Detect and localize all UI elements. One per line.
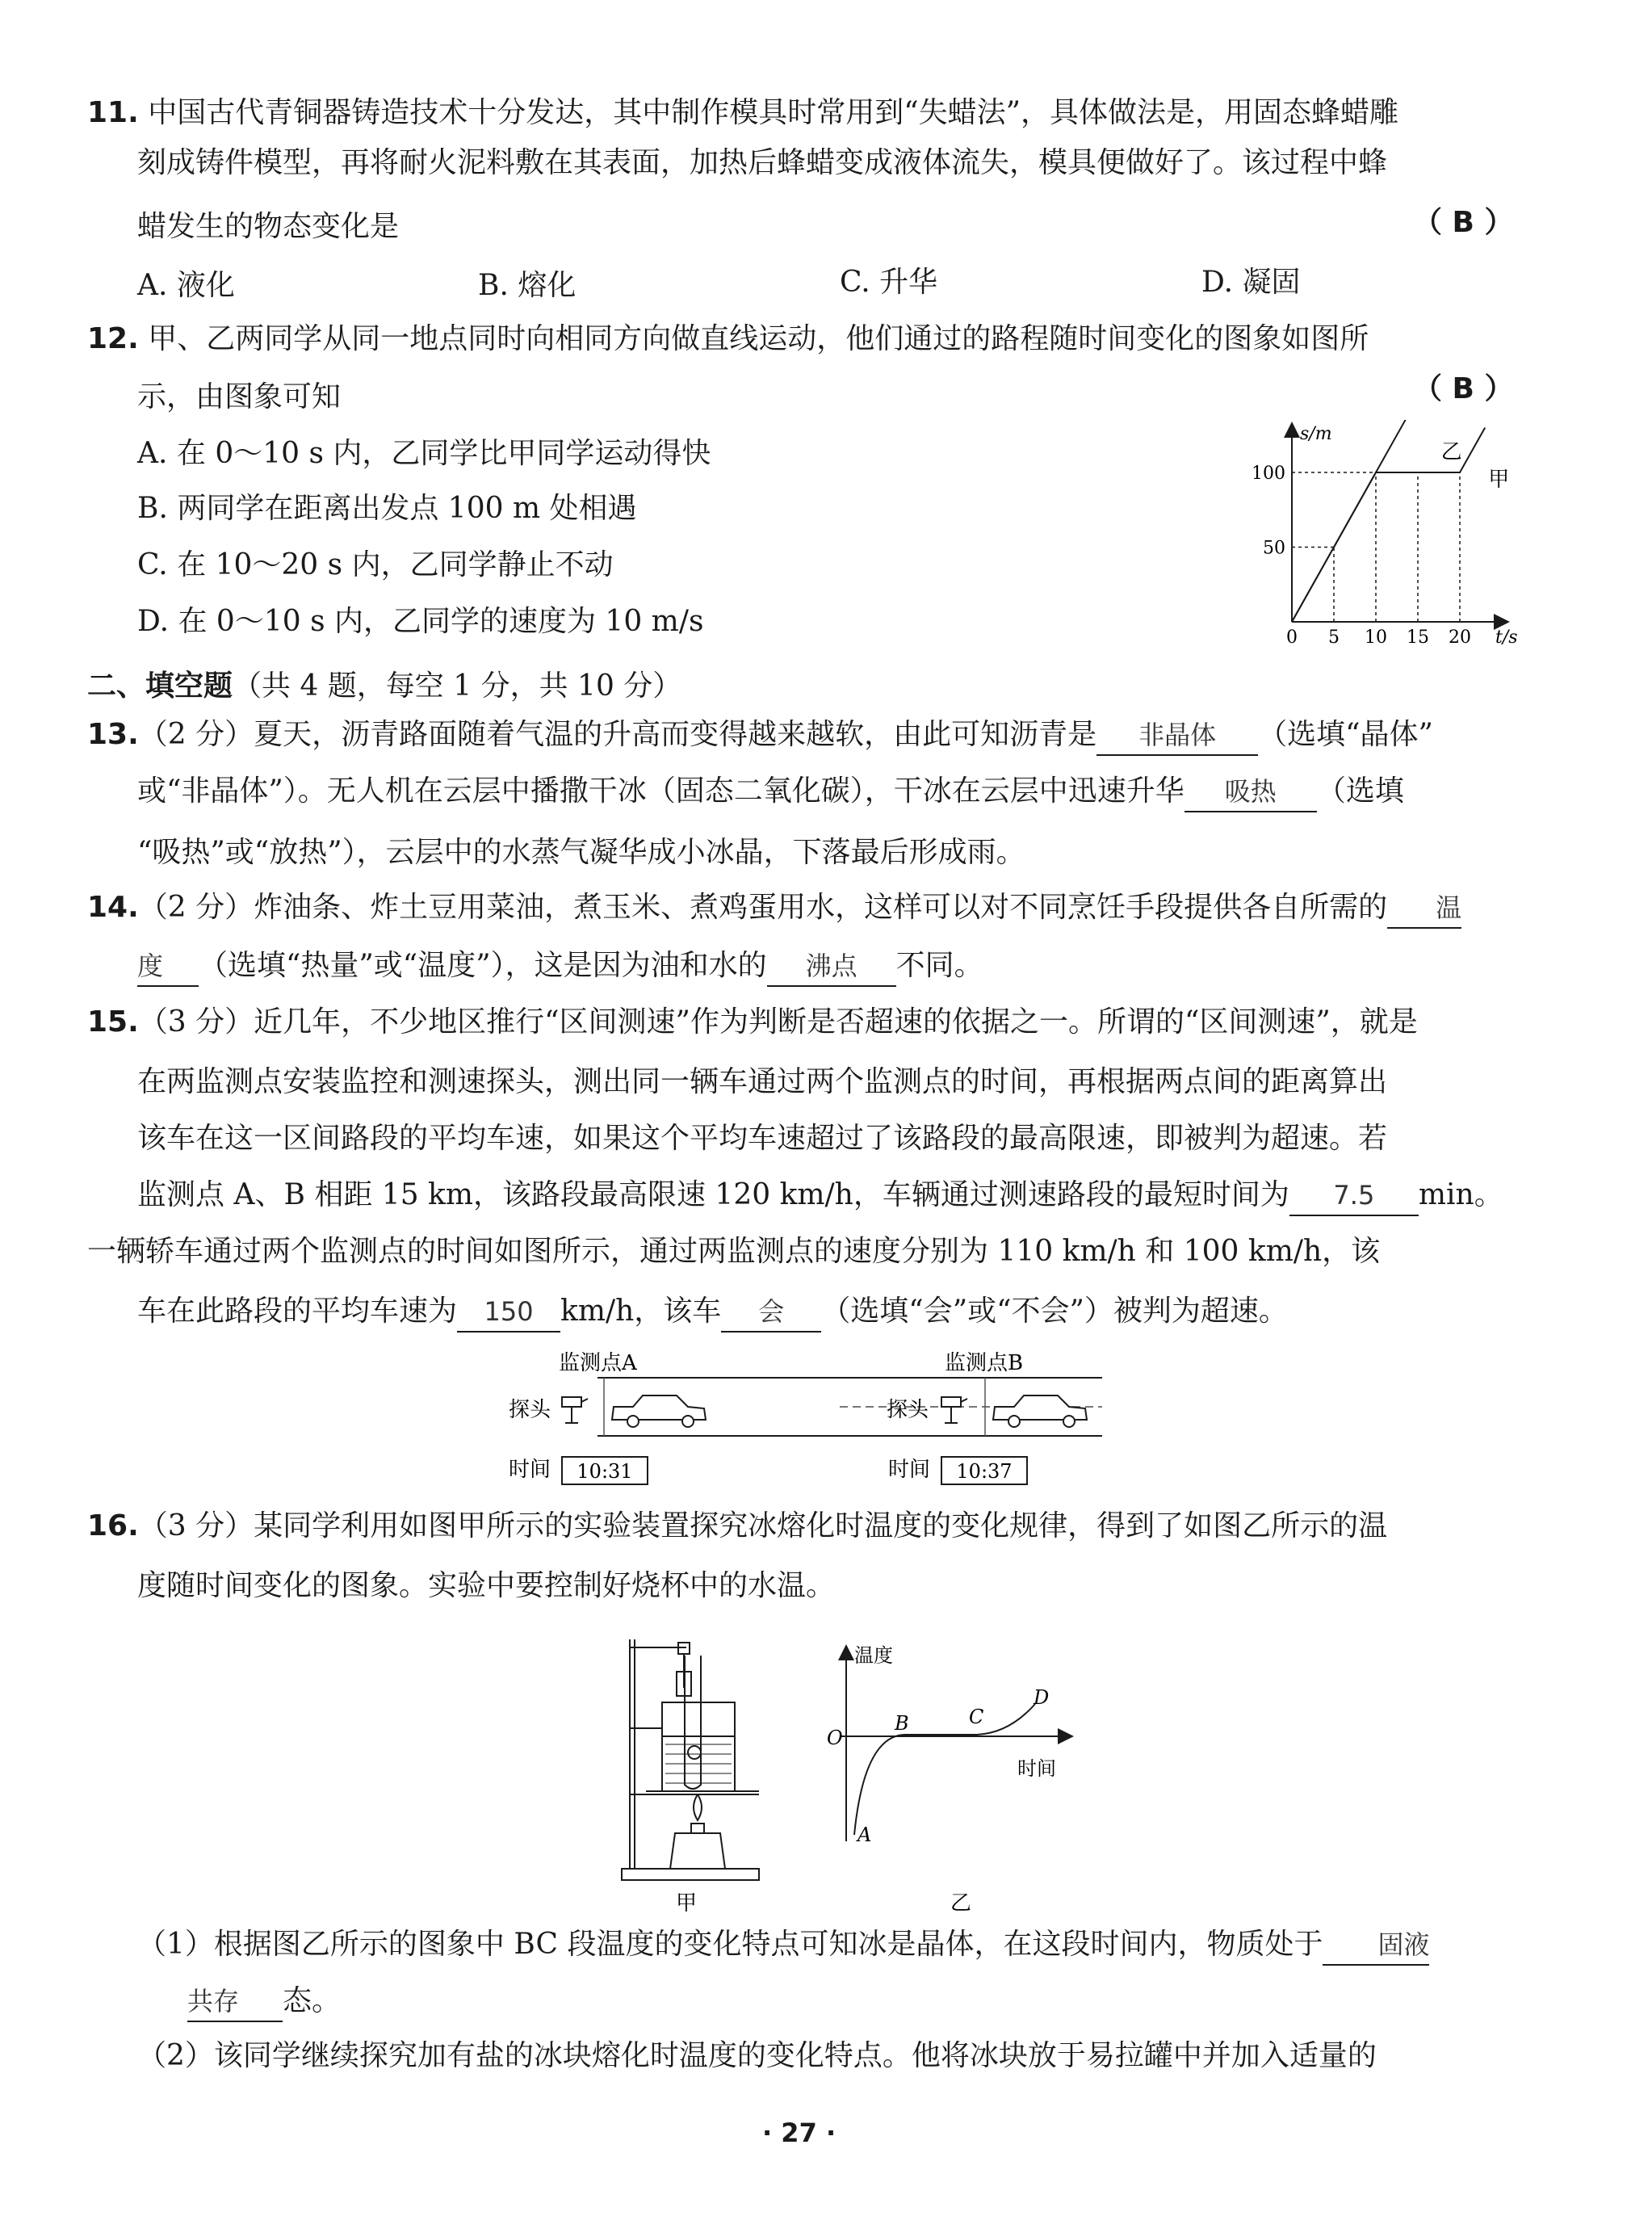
q11-option-c: C. 升华	[840, 266, 938, 299]
q13-line2: 或“非晶体”）。无人机在云层中播撒干冰（固态二氧化碳），干冰在云层中迅速升华 吸热 （选填	[137, 772, 1404, 812]
temp-point-b: B	[895, 1712, 909, 1735]
probe-a-label: 探头	[509, 1398, 551, 1422]
q15-line1: 15.（3 分）近几年，不少地区推行“区间测速”作为判断是否超速的依据之一。所谓的“区间测速”，就是	[87, 1005, 1418, 1039]
time-b-label: 时间	[888, 1458, 931, 1482]
st-x-tick-label: 0	[1286, 627, 1298, 646]
q11-option-b: B. 熔化	[478, 269, 577, 302]
q15-line4: 监测点 A、B 相距 15 km，该路段最高限速 120 km/h，车辆通过测速路段的最短时间为 7.5 min。	[137, 1176, 1503, 1216]
q13-line1: 13.（2 分）夏天，沥青路面随着气温的升高而变得越来越软，由此可知沥青是 非晶体 （选填“晶体”	[87, 716, 1433, 756]
melting-experiment-figure	[597, 1623, 1098, 1922]
temp-x-label: 时间	[1017, 1757, 1056, 1780]
st-y-axis-label: s/m	[1300, 424, 1332, 444]
q15-line5: 一辆轿车通过两个监测点的时间如图所示，通过两监测点的速度分别为 110 km/h 和 100 km/h，该	[87, 1235, 1381, 1268]
beaker-water-hatch	[665, 1744, 732, 1783]
q14-blank-1b[interactable]: 度	[137, 946, 199, 987]
temp-origin-label: O	[827, 1727, 843, 1749]
q16-blank-1b[interactable]: 共存	[187, 1982, 283, 2022]
q12-option-b: B. 两同学在距离出发点 100 m 处相遇	[137, 492, 637, 525]
melting-apparatus	[622, 1639, 759, 1880]
temp-point-c: C	[969, 1706, 984, 1728]
q15-blank-3[interactable]: 会	[721, 1292, 821, 1333]
caption-yi: 乙	[950, 1891, 972, 1916]
q12-option-a: A. 在 0～10 s 内，乙同学比甲同学运动得快	[137, 437, 711, 470]
q14-line2: 度 （选填“热量”或“温度”），这是因为油和水的 沸点 不同。	[137, 946, 983, 987]
checkpoint-a-label: 监测点A	[559, 1351, 637, 1375]
time-b-value: 10:37	[956, 1460, 1013, 1483]
temp-point-d: D	[1034, 1686, 1050, 1709]
camera-b-icon	[941, 1397, 967, 1423]
q14-blank-2[interactable]: 沸点	[767, 946, 896, 987]
camera-a-icon	[562, 1397, 588, 1423]
car-a-icon	[612, 1395, 706, 1427]
q11-option-d: D. 凝固	[1201, 266, 1301, 299]
q15-blank-1[interactable]: 7.5	[1289, 1176, 1419, 1216]
time-a-value: 10:31	[577, 1460, 633, 1483]
q16-line2: 度随时间变化的图象。实验中要控制好烧杯中的水温。	[137, 1569, 836, 1602]
time-a-label: 时间	[509, 1458, 551, 1482]
temp-curve	[854, 1704, 1035, 1835]
speed-check-figure	[501, 1349, 1114, 1494]
caption-jia: 甲	[675, 1891, 698, 1916]
temp-point-a: A	[857, 1824, 872, 1846]
q15-line3: 该车在这一区间路段的平均车速，如果这个平均车速超过了该路段的最高限速，即被判为超速。若	[137, 1122, 1388, 1155]
q11-answer: （ B ）	[1413, 206, 1514, 239]
q12-line1: 12. 甲、乙两同学从同一地点同时向相同方向做直线运动，他们通过的路程随时间变化的图象如图所	[87, 322, 1369, 355]
st-x-tick-label: 15	[1407, 627, 1429, 646]
q12-answer: （ B ）	[1413, 372, 1514, 405]
temp-y-label: 温度	[854, 1644, 893, 1667]
distance-time-chart	[1235, 420, 1542, 646]
q13-blank-1[interactable]: 非晶体	[1096, 716, 1258, 756]
q14-blank-1a[interactable]: 温	[1387, 888, 1461, 929]
q13-line3: “吸热”或“放热”），云层中的水蒸气凝华成小冰晶，下落最后形成雨。	[137, 836, 1025, 869]
q12-line2: 示，由图象可知	[137, 380, 342, 413]
q11-line2: 刻成铸件模型，再将耐火泥料敷在其表面，加热后蜂蜡变成液体流失，模具便做好了。该过程中蜂	[137, 146, 1388, 179]
q16-sub1-line1: （1）根据图乙所示的图象中 BC 段温度的变化特点可知冰是晶体，在这段时间内，物质处于 固液	[137, 1925, 1429, 1966]
q11-line1: 11. 中国古代青铜器铸造技术十分发达，其中制作模具时常用到“失蜡法”，具体做法是，用固态蜂蜡雕	[87, 96, 1399, 129]
q15-blank-2[interactable]: 150	[457, 1292, 560, 1333]
st-x-tick-label: 5	[1328, 627, 1340, 646]
car-b-icon	[993, 1395, 1087, 1427]
q12-option-c: C. 在 10～20 s 内，乙同学静止不动	[137, 548, 614, 581]
checkpoint-b-label: 监测点B	[945, 1351, 1024, 1375]
q14-line1: 14.（2 分）炸油条、炸土豆用菜油，煮玉米、煮鸡蛋用水，这样可以对不同烹饪手段提供各自所需的 温	[87, 888, 1461, 929]
st-x-tick-label: 20	[1449, 627, 1471, 646]
section-2-heading: 二、填空题（共 4 题，每空 1 分，共 10 分）	[87, 669, 682, 703]
probe-b-label: 探头	[887, 1398, 929, 1422]
page-number: · 27 ·	[762, 2117, 836, 2148]
q11-line3: 蜡发生的物态变化是	[137, 210, 400, 243]
st-x-tick-label: 10	[1365, 627, 1387, 646]
st-series-label-1: 乙	[1440, 440, 1462, 464]
q16-line1: 16.（3 分）某同学利用如图甲所示的实验装置探究冰熔化时温度的变化规律，得到了如图乙所示的温	[87, 1509, 1388, 1542]
q16-blank-1a[interactable]: 固液	[1323, 1925, 1429, 1966]
st-x-axis-label: t/s	[1495, 627, 1518, 646]
q11-option-a: A. 液化	[137, 269, 235, 302]
q15-line2: 在两监测点安装监控和测速探头，测出同一辆车通过两个监测点的时间，再根据两点间的距离算出	[137, 1065, 1388, 1098]
st-y-tick-label: 50	[1263, 538, 1285, 559]
q12-option-d: D. 在 0～10 s 内，乙同学的速度为 10 m/s	[137, 605, 704, 638]
st-y-tick-label: 100	[1252, 464, 1285, 484]
st-series-label-2: 甲	[1488, 468, 1510, 492]
q15-line6: 车在此路段的平均车速为 150 km/h，该车 会 （选填“会”或“不会”）被判为超速。	[137, 1292, 1288, 1333]
q16-sub1-line2: 共存 态。	[187, 1982, 341, 2022]
q16-sub2-line1: （2）该同学继续探究加有盐的冰块熔化时温度的变化特点。他将冰块放于易拉罐中并加入适量的	[137, 2039, 1377, 2072]
q13-blank-2[interactable]: 吸热	[1184, 772, 1317, 812]
